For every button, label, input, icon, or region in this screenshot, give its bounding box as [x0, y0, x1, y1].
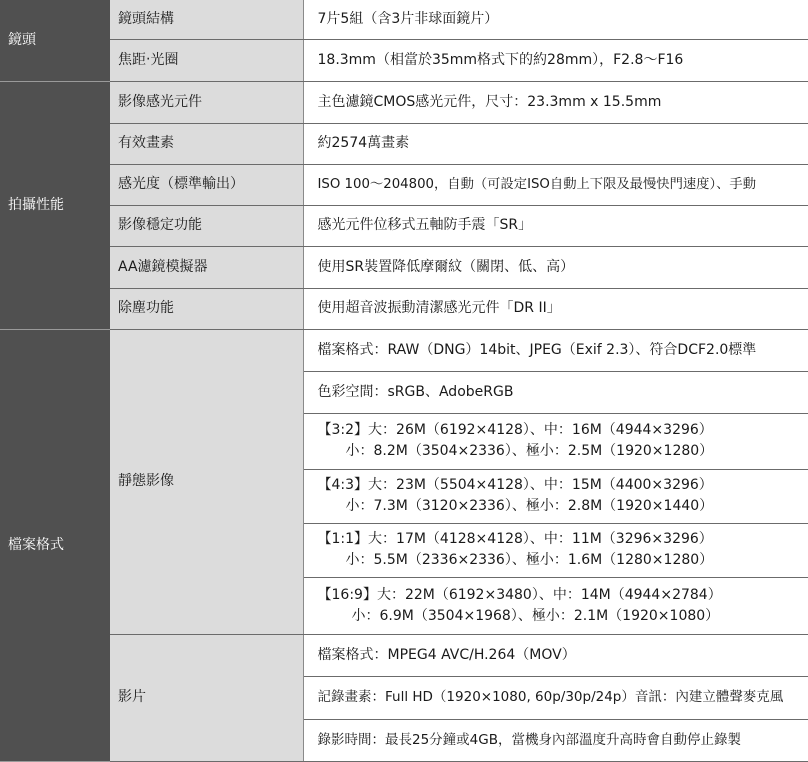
category-lens: 鏡頭 — [0, 0, 110, 81]
value-movie-duration: 錄影時間：最長25分鐘或4GB，當機身內部溫度升高時會自動停止錄製 — [303, 719, 808, 761]
row-pixels — [0, 123, 808, 164]
value-movie-recording: 記錄畫素：Full HD（1920×1080, 60p/30p/24p）音訊：內建立體聲麥克風 — [303, 676, 808, 719]
row-movie-format — [0, 634, 808, 676]
value-iso: ISO 100～204800，自動（可設定ISO自動上下限及最慢快門速度）、手動 — [303, 164, 808, 205]
row-still-format — [0, 329, 808, 371]
ratio-4-3-large-medium: 【4:3】大：23M（5504×4128）、中：15M（4400×3296） — [317, 477, 713, 493]
value-dust: 使用超音波振動清潔感光元件「DR II」 — [303, 288, 808, 329]
ratio-3-2-small: 小：8.2M（3504×2336）、極小：2.5M（1920×1280） — [345, 443, 714, 459]
category-shooting: 拍攝性能 — [0, 81, 110, 329]
value-movie-format: 檔案格式：MPEG4 AVC/H.264（MOV） — [303, 634, 808, 676]
label-dust: 除塵功能 — [110, 288, 303, 329]
value-aa-filter: 使用SR裝置降低摩爾紋（關閉、低、高） — [303, 246, 808, 288]
value-still-color-space: 色彩空間：sRGB、AdobeRGB — [303, 371, 808, 413]
ratio-4-3-small: 小：7.3M（3120×2336）、極小：2.8M（1920×1440） — [345, 498, 714, 514]
value-focal-aperture: 18.3mm（相當於35mm格式下的約28mm），F2.8～F16 — [303, 39, 808, 81]
value-still-format: 檔案格式：RAW（DNG）14bit、JPEG（Exif 2.3）、符合DCF2.0標準 — [303, 329, 808, 371]
label-still-images: 靜態影像 — [110, 329, 303, 634]
label-movie: 影片 — [110, 634, 303, 761]
label-stabilization: 影像穩定功能 — [110, 205, 303, 246]
row-sensor — [0, 81, 808, 123]
row-stabilization — [0, 205, 808, 246]
value-still-ratio-16-9 — [303, 577, 808, 634]
row-focal-aperture — [0, 39, 808, 81]
value-pixels: 約2574萬畫素 — [303, 123, 808, 164]
label-pixels: 有效畫素 — [110, 123, 303, 164]
ratio-1-1-small: 小：5.5M（2336×2336）、極小：1.6M（1280×1280） — [345, 552, 714, 568]
row-lens-construction — [0, 0, 808, 39]
label-sensor: 影像感光元件 — [110, 81, 303, 123]
category-file-format: 檔案格式 — [0, 329, 110, 761]
value-still-ratio-3-2 — [303, 413, 808, 469]
value-lens-construction: 7片5組（含3片非球面鏡片） — [303, 0, 808, 39]
ratio-16-9-small: 小：6.9M（3504×1968）、極小：2.1M（1920×1080） — [351, 607, 720, 624]
ratio-3-2-large-medium: 【3:2】大：26M（6192×4128）、中：16M（4944×3296） — [317, 422, 713, 438]
row-aa-filter — [0, 246, 808, 288]
label-focal-aperture: 焦距‧光圈 — [110, 39, 303, 81]
row-dust — [0, 288, 808, 329]
ratio-16-9-large-medium: 【16:9】大：22M（6192×3480）、中：14M（4944×2784） — [317, 586, 722, 603]
value-stabilization: 感光元件位移式五軸防手震「SR」 — [303, 205, 808, 246]
label-iso: 感光度（標準輸出） — [110, 164, 303, 205]
value-still-ratio-4-3 — [303, 469, 808, 523]
label-aa-filter: AA濾鏡模擬器 — [110, 246, 303, 288]
ratio-1-1-large-medium: 【1:1】大：17M（4128×4128）、中：11M（3296×3296） — [317, 531, 713, 547]
value-still-ratio-1-1 — [303, 523, 808, 577]
label-lens-construction: 鏡頭結構 — [110, 0, 303, 39]
row-iso — [0, 164, 808, 205]
value-sensor: 主色濾鏡CMOS感光元件，尺寸：23.3mm x 15.5mm — [303, 81, 808, 123]
